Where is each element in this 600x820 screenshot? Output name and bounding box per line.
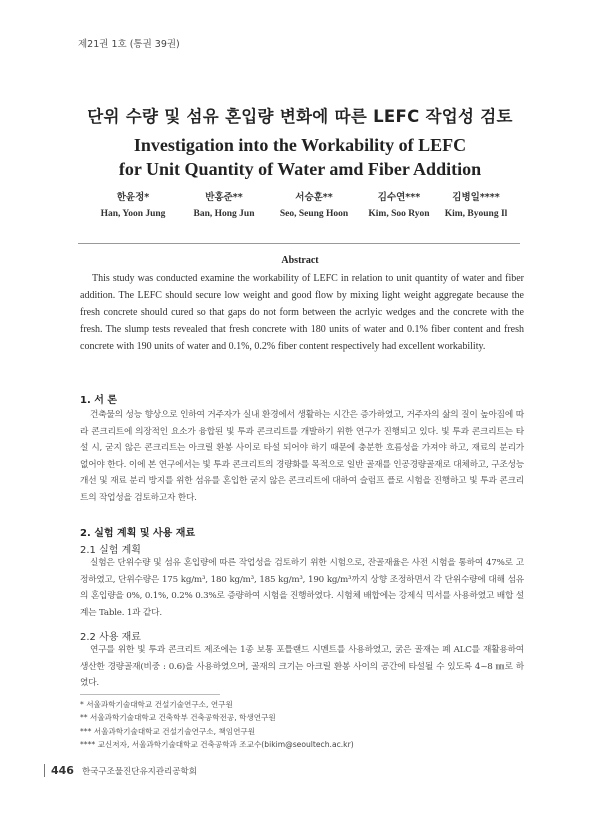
author-name-ko: 김수연*** (377, 192, 421, 203)
footnote-3: *** 서울과학기술대학교 건설기술연구소, 책임연구원 (80, 726, 256, 736)
footer-bar (44, 764, 45, 777)
author-name-ko: 김병일**** (452, 192, 500, 203)
header-divider (78, 243, 520, 244)
footnote-divider (80, 694, 220, 695)
page-number: 446 (51, 764, 74, 777)
author-name-ko: 한윤정* (116, 192, 150, 203)
subsection-2-1-heading: 2.1 실험 계획 (80, 545, 141, 556)
footnotes (80, 698, 354, 751)
subsection-2-2-heading: 2.2 사용 재료 (80, 632, 141, 643)
subsection-2-1-body: 실험은 단위수량 및 섬유 혼입량에 따른 작업성을 검토하기 위한 시험으로, 잔골재율은 사전 시험을 통하여 47%로 고정하였고, 단위수량은 175 kg/m³, 180 kg/m³, 185 kg/m³, 190 kg/m³까지 상향 조정하면서 각 단위수량에 대해 섬유의 혼입량을 0%, 0.1%, 0.2% 0.3%로 증량하여 시험을 진행하였다. 시험체 배합에는 강제식 믹서를 사용하였고 배합 설계는 Table. 1과 같다. (80, 558, 524, 618)
abstract-body: This study was conducted examine the workability of LEFC in relation to unit quantity of water and fiber addition. The LEFC should secure low weight and good flow by mixing light weight aggregate because the fresh concrete should cured so that gaps do not form between the acrlyic wedges and the concrete with the fresh. The slump tests revealed that fresh concrete with 180 units of water and 0.1% fiber content and fresh concrete with 190 units of water and 0.1%, 0.2% fiber content respectively had excellent workability. (80, 273, 524, 352)
section-1-body: 건축물의 성능 향상으로 인하여 거주자가 실내 환경에서 생활하는 시간은 증가하였고, 거주자의 삶의 질이 높아짐에 따라 콘크리트에 의장적인 요소가 융합된 빛 투과 콘크리트를 개발하기 위한 연구가 진행되고 있다. 빛 투과 콘크리트는 타설 시, 굳지 않은 콘크리트는 아크릴 환봉 사이로 타설 되어야 하기 때문에 충분한 흐름성을 가져야 하고, 재료의 분리가 없어야 한다. 이에 본 연구에서는 빛 투과 콘크리트의 경량화를 목적으로 일반 골재를 인공경량골재로 대체하고, 구조성능 개선 및 재료 분리 방지를 위한 섬유를 혼입한 굳지 않은 콘크리트에 대하여 슬럼프 플로 시험을 진행하고 빛 투과 콘크리트의 작업성을 검토하고자 한다. (80, 410, 524, 503)
title-english-line2: for Unit Quantity of Water amd Fiber Addition (118, 159, 482, 179)
title-korean: 단위 수량 및 섬유 혼입량 변화에 따른 LEFC 작업성 검토 (87, 107, 513, 126)
footnote-2: ** 서울과학기술대학교 건축학부 건축공학전공, 학생연구원 (80, 713, 276, 723)
subsection-2-2-body: 연구를 위한 빛 투과 콘크리트 제조에는 1종 보통 포틀랜드 시멘트를 사용하였고, 굵은 골재는 폐 ALC를 재활용하여 생산한 경량골재(비중 : 0.6)을 사용하였으며, 골재의 크기는 아크릴 환봉 사이의 공간에 타설될 수 있도록 4~8 ㎜로 하였다. (80, 645, 524, 689)
abstract-heading: Abstract (281, 255, 319, 266)
author-name-en: Seo, Seung Hoon (279, 209, 349, 219)
title-english-line1: Investigation into the Workability of LEFC (133, 135, 467, 155)
section-2-heading: 2. 실험 계획 및 사용 재료 (80, 528, 196, 539)
footnote-4: **** 교신저자, 서울과학기술대학교 건축공학과 조교수(bikim@seoultech.ac.kr) (80, 739, 354, 749)
author-name-ko: 반홍준** (205, 192, 243, 203)
author-name-ko: 서승훈** (295, 192, 333, 203)
page-footer (44, 764, 197, 777)
journal-name: 한국구조물진단유지관리공학회 (81, 766, 197, 777)
author-5 (421, 189, 531, 219)
running-header: 제21권 1호 (통권 39권) (78, 39, 180, 50)
footnote-1: * 서울과학기술대학교 건설기술연구소, 연구원 (80, 700, 233, 709)
author-name-en: Han, Yoon Jung (100, 209, 166, 219)
section-1-heading: 1. 서 론 (80, 395, 118, 406)
author-name-en: Ban, Hong Jun (193, 209, 255, 219)
author-name-en: Kim, Soo Ryon (368, 209, 430, 219)
author-name-en: Kim, Byoung Il (444, 209, 508, 219)
